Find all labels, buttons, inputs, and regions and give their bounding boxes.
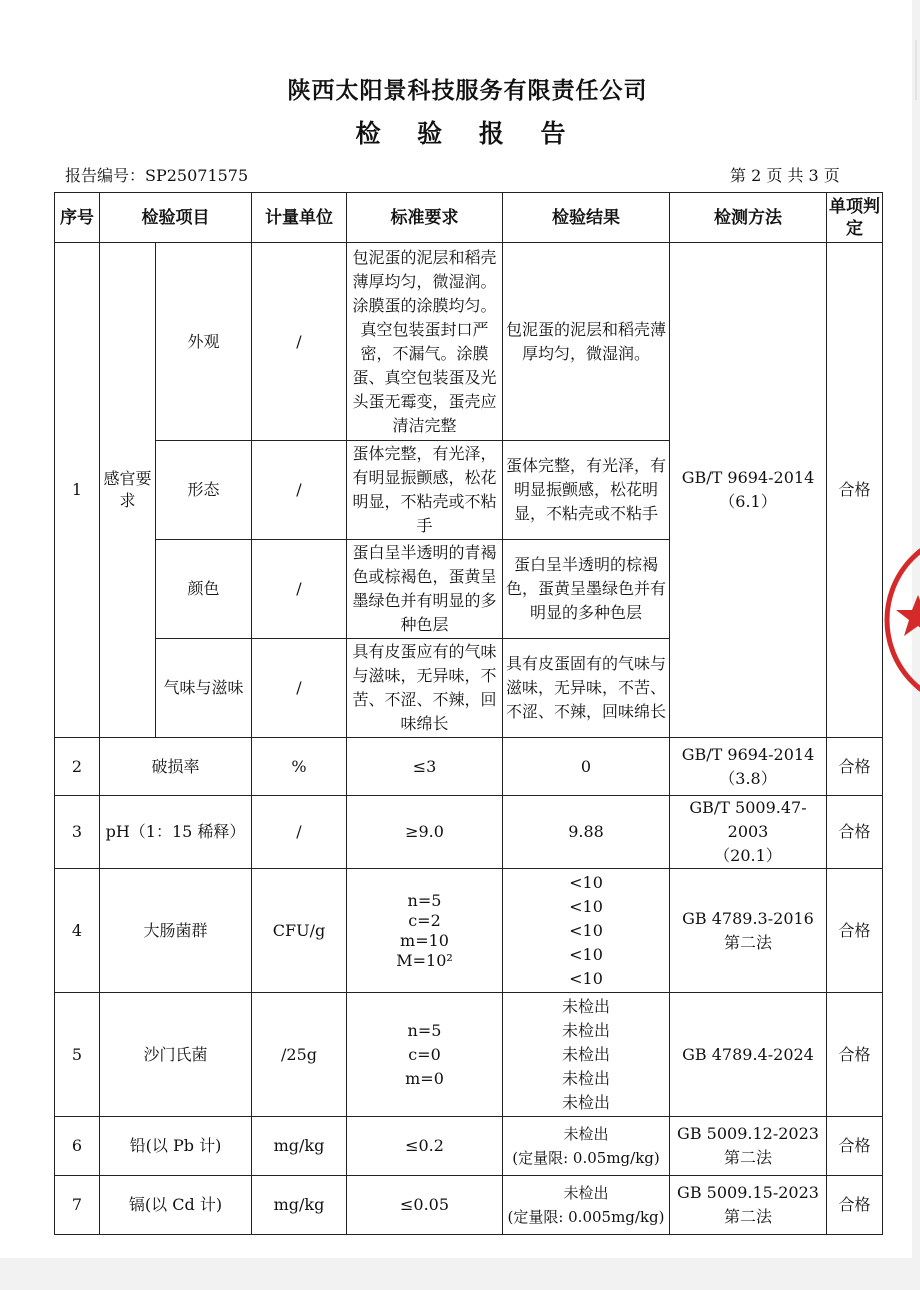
row-unit: / — [252, 796, 347, 869]
sub-item-unit: / — [252, 639, 347, 738]
sub-item-result: 具有皮蛋固有的气味与滋味，无异味，不苦、不涩、不辣，回味绵长 — [503, 639, 670, 738]
sub-item-standard: 蛋体完整，有光泽，有明显振颤感，松花明显，不粘壳或不粘手 — [347, 441, 503, 540]
company-name: 陕西太阳景科技服务有限责任公司 — [287, 77, 648, 104]
row-standard: ≤0.05 — [347, 1176, 503, 1235]
official-seal-stamp — [880, 525, 920, 715]
sub-item-result: 包泥蛋的泥层和稻壳薄厚均匀，微湿润。 — [503, 243, 670, 441]
row-standard: n=5 c=0 m=0 — [347, 993, 503, 1117]
row-method: GB 4789.3-2016 第二法 — [670, 869, 827, 993]
row-result: 未检出 (定量限: 0.05mg/kg) — [503, 1117, 670, 1176]
row-seq: 7 — [55, 1176, 100, 1235]
row-method: GB/T 9694-2014 （3.8） — [670, 738, 827, 796]
sub-item-name: 形态 — [156, 441, 252, 540]
sub-item-standard: 具有皮蛋应有的气味与滋味，无异味，不苦、不涩、不辣，回味绵长 — [347, 639, 503, 738]
table-row — [55, 738, 883, 796]
table-row — [55, 243, 883, 441]
header-seq: 序号 — [55, 193, 100, 243]
row-category: 感官要求 — [100, 243, 156, 738]
row-method: GB/T 5009.47-2003 （20.1） — [670, 796, 827, 869]
report-number: 报告编号：SP25071575 — [65, 166, 249, 185]
header-method: 检测方法 — [670, 193, 827, 243]
sub-item-standard: 包泥蛋的泥层和稻壳薄厚均匀，微湿润。涂膜蛋的涂膜均匀。真空包装蛋封口严密，不漏气。涂膜蛋、真空包装蛋及光头蛋无霉变，蛋壳应清洁完整 — [347, 243, 503, 441]
table-row — [55, 1117, 883, 1176]
row-method: GB/T 9694-2014 （6.1） — [670, 243, 827, 738]
sub-item-unit: / — [252, 243, 347, 441]
sub-item-unit: / — [252, 540, 347, 639]
row-item: 沙门氏菌 — [100, 993, 252, 1117]
row-item: 镉(以 Cd 计) — [100, 1176, 252, 1235]
table-row — [55, 869, 883, 993]
row-standard: n=5 c=2 m=10 M=10² — [347, 869, 503, 993]
row-seq: 3 — [55, 796, 100, 869]
row-verdict: 合格 — [827, 738, 883, 796]
inspection-table — [54, 192, 883, 1235]
sub-item-unit: / — [252, 441, 347, 540]
row-unit: mg/kg — [252, 1117, 347, 1176]
sub-item-name: 颜色 — [156, 540, 252, 639]
row-unit: /25g — [252, 993, 347, 1117]
header-unit: 计量单位 — [252, 193, 347, 243]
row-unit: CFU/g — [252, 869, 347, 993]
row-verdict: 合格 — [827, 796, 883, 869]
row-result: 未检出 未检出 未检出 未检出 未检出 — [503, 993, 670, 1117]
row-standard: ≥9.0 — [347, 796, 503, 869]
row-verdict: 合格 — [827, 993, 883, 1117]
row-verdict: 合格 — [827, 1117, 883, 1176]
row-seq: 1 — [55, 243, 100, 738]
sub-item-standard: 蛋白呈半透明的青褐色或棕褐色，蛋黄呈墨绿色并有明显的多种色层 — [347, 540, 503, 639]
header-item: 检验项目 — [100, 193, 252, 243]
header-standard: 标准要求 — [347, 193, 503, 243]
row-item: 破损率 — [100, 738, 252, 796]
sub-item-result: 蛋体完整，有光泽，有明显振颤感，松花明显，不粘壳或不粘手 — [503, 441, 670, 540]
sub-item-name: 气味与滋味 — [156, 639, 252, 738]
row-verdict: 合格 — [827, 1176, 883, 1235]
table-row — [55, 796, 883, 869]
row-seq: 2 — [55, 738, 100, 796]
sub-item-name: 外观 — [156, 243, 252, 441]
table-row — [55, 993, 883, 1117]
row-seq: 6 — [55, 1117, 100, 1176]
row-result: 9.88 — [503, 796, 670, 869]
row-verdict: 合格 — [827, 243, 883, 738]
row-method: GB 4789.4-2024 — [670, 993, 827, 1117]
row-result: 0 — [503, 738, 670, 796]
header-verdict: 单项判定 — [827, 193, 883, 243]
row-item: 大肠菌群 — [100, 869, 252, 993]
row-method: GB 5009.12-2023 第二法 — [670, 1117, 827, 1176]
report-title: 检 验 报 告 — [355, 119, 580, 148]
page-indicator: 第 2 页 共 3 页 — [730, 166, 840, 185]
row-item: pH（1：15 稀释） — [100, 796, 252, 869]
table-row — [55, 1176, 883, 1235]
header-result: 检验结果 — [503, 193, 670, 243]
table-header-row — [55, 193, 883, 243]
row-standard: ≤0.2 — [347, 1117, 503, 1176]
row-item: 铅(以 Pb 计) — [100, 1117, 252, 1176]
row-result: 未检出 (定量限: 0.005mg/kg) — [503, 1176, 670, 1235]
row-unit: % — [252, 738, 347, 796]
row-verdict: 合格 — [827, 869, 883, 993]
sub-item-result: 蛋白呈半透明的棕褐色，蛋黄呈墨绿色并有明显的多种色层 — [503, 540, 670, 639]
row-unit: mg/kg — [252, 1176, 347, 1235]
row-result: <10 <10 <10 <10 <10 — [503, 869, 670, 993]
row-method: GB 5009.15-2023 第二法 — [670, 1176, 827, 1235]
row-seq: 5 — [55, 993, 100, 1117]
row-standard: ≤3 — [347, 738, 503, 796]
row-seq: 4 — [55, 869, 100, 993]
